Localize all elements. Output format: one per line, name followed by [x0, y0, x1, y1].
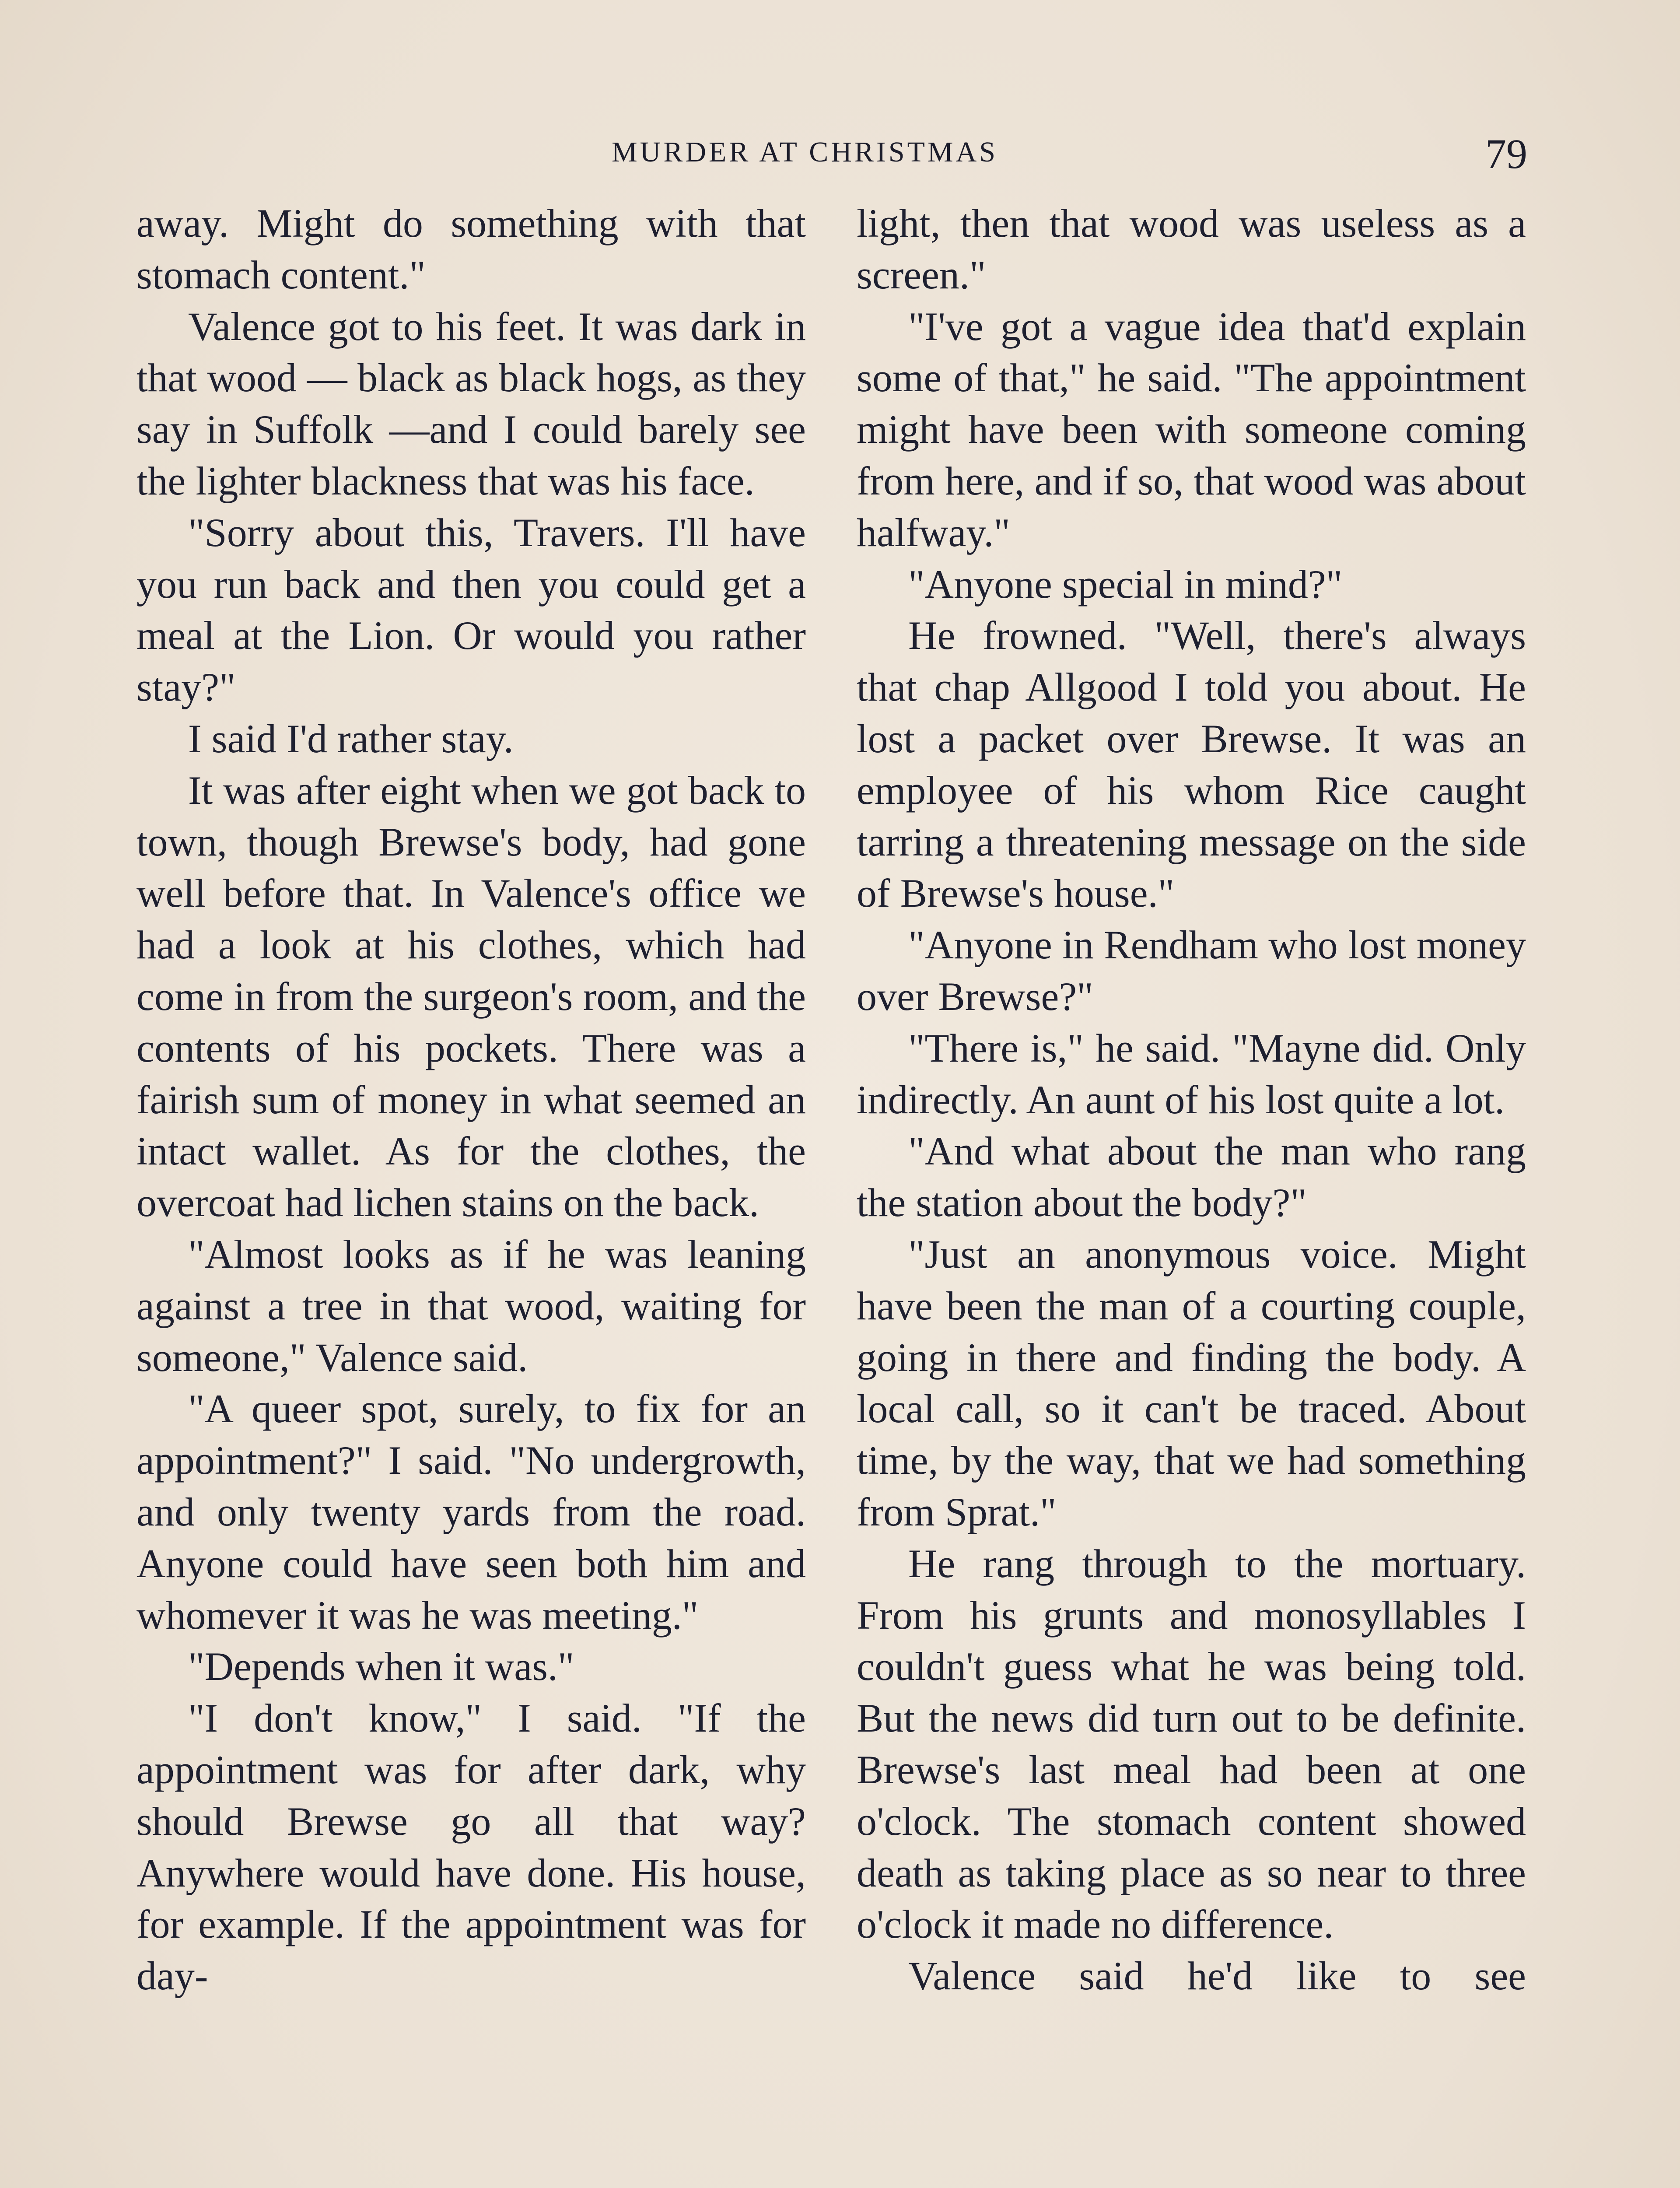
paragraph: It was after eight when we got back to town, though Brewse's body, had gone well before that. In Valence's office we had a look at his clothes, which had come in from the surgeon's room, and the contents of his pockets. There was a fairish sum of money in what seemed an intact wallet. As for the clothes, the overcoat had lichen stains on the back.	[136, 768, 806, 1225]
paragraph: "Anyone in Rendham who lost money over Brewse?"	[857, 922, 1526, 1019]
paragraph: He rang through to the mortuary. From his grunts and monosyllables I couldn't guess what he was being told. But the news did turn out to be definite. Brewse's last meal had been at one o'clock. The stomach content showed death as taking place as so near to three o'clock it made no difference.	[857, 1541, 1526, 1947]
paragraph: "I don't know," I said. "If the appointment was for after dark, why should Brewse go all that way? Anywhere would have done. His house, for example. If the appointment was for day-	[136, 1696, 806, 1999]
paragraph: Valence said he'd like to see	[908, 1953, 1526, 1999]
paragraph: light, then that wood was useless as a screen."	[857, 201, 1526, 297]
paragraph: "Just an anonymous voice. Might have been the man of a courting couple, going in there and finding the body. A local call, so it can't be traced. About time, by the way, that we had something from Sprat."	[857, 1231, 1526, 1534]
paragraph: "A queer spot, surely, to fix for an appointment?" I said. "No undergrowth, and only twenty yards from the road. Anyone could have seen both him and whomever it was he was meeting."	[136, 1386, 806, 1637]
paragraph: "Sorry about this, Travers. I'll have you run back and then you could get a meal at the Lion. Or would you rather stay?"	[136, 510, 806, 710]
paragraph: "I've got a vague idea that'd explain some of that," he said. "The appointment might have been with someone coming from here, and if so, that wood was about halfway."	[857, 304, 1526, 555]
paragraph: "There is," he said. "Mayne did. Only indirectly. An aunt of his lost quite a lot.	[857, 1025, 1526, 1122]
paragraph: He frowned. "Well, there's always that chap Allgood I told you about. He lost a packet over Brewse. It was an employee of his whom Rice caught tarring a threatening message on the side of Brewse's house."	[857, 613, 1526, 916]
right-column	[857, 198, 1526, 2002]
paragraph: "Anyone special in mind?"	[908, 561, 1343, 607]
paragraph: I said I'd rather stay.	[188, 716, 514, 761]
paragraph: "And what about the man who rang the station about the body?"	[857, 1129, 1526, 1225]
paragraph: "Almost looks as if he was leaning against a tree in that wood, waiting for someone," Valence said.	[136, 1231, 806, 1380]
left-column	[136, 198, 806, 2002]
paragraph: away. Might do something with that stomach content."	[136, 201, 806, 297]
paragraph: Valence got to his feet. It was dark in that wood — black as black hogs, as they say in Suffolk —and I could barely see the lighter blackness that was his face.	[136, 304, 806, 503]
page-number: 79	[1485, 130, 1527, 177]
running-title: MURDER AT CHRISTMAS	[612, 136, 998, 168]
paragraph: "Depends when it was."	[188, 1644, 574, 1689]
